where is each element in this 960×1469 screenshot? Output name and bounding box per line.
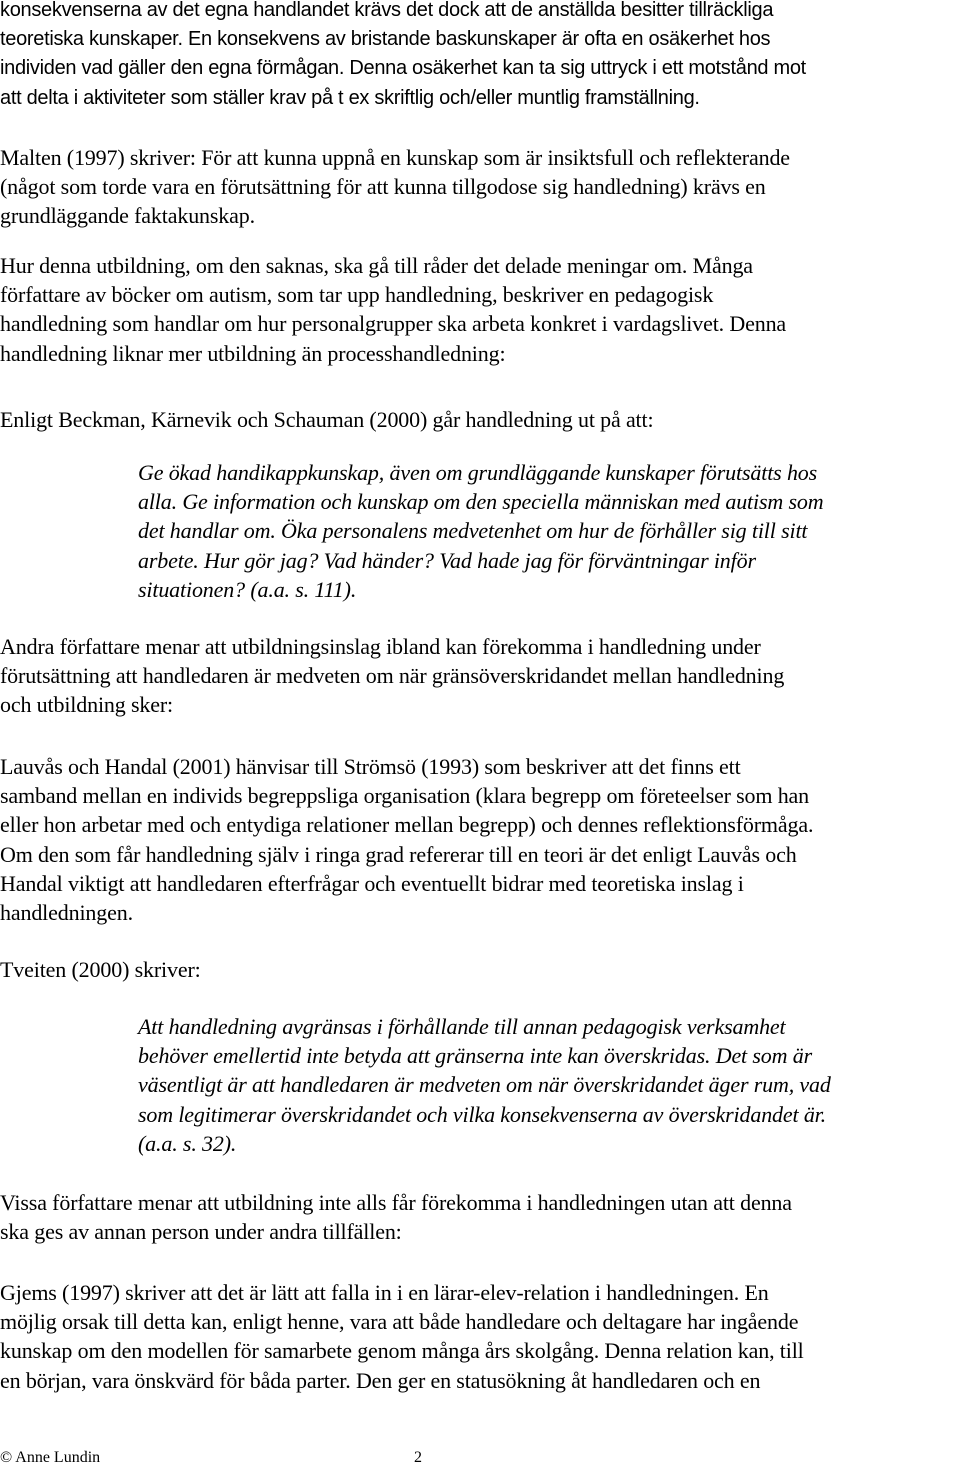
quote-line: situationen? (a.a. s. 111). xyxy=(138,576,357,602)
paragraph-beckman xyxy=(0,405,653,434)
paragraph-education-opinions xyxy=(0,251,786,368)
text-line: att delta i aktiviteter som ställer krav på t ex skriftlig och/eller muntlig framställning. xyxy=(0,86,700,109)
text-line: ska ges av annan person under andra tillfällen: xyxy=(0,1219,402,1245)
paragraph-lauvas-handal xyxy=(0,752,813,927)
quote-line: (a.a. s. 32). xyxy=(138,1130,237,1156)
text-line: (något som torde vara en förutsättning för att kunna tillgodose sig handledning) krävs en xyxy=(0,174,766,200)
quote-line: alla. Ge information och kunskap om den speciella människan med autism som xyxy=(138,489,824,515)
text-line: konsekvenserna av det egna handlandet krävs det dock att de anställda besitter tillräckliga xyxy=(0,0,774,21)
text-line: handledning liknar mer utbildning än processhandledning: xyxy=(0,340,506,366)
text-line: förutsättning att handledaren är medveten om när gränsöverskridandet mellan handledning xyxy=(0,663,785,689)
quote-line: Att handledning avgränsas i förhållande till annan pedagogisk verksamhet xyxy=(138,1014,786,1039)
text-line: handledningen. xyxy=(0,900,133,926)
text-line: Handal viktigt att handledaren efterfrågar och eventuellt bidrar med teoretiska inslag i xyxy=(0,870,744,896)
page-number: 2 xyxy=(414,1449,422,1466)
text-line: och utbildning sker: xyxy=(0,692,173,718)
text-line: författare av böcker om autism, som tar upp handledning, beskriver en pedagogisk xyxy=(0,282,714,308)
text-line: möjlig orsak till detta kan, enligt henne, vara att både handledare och deltagare har ingående xyxy=(0,1309,799,1335)
quote-line: väsentligt är att handledaren är medveten om när överskridandet äger rum, vad xyxy=(138,1072,831,1098)
paragraph-tveiten xyxy=(0,955,201,984)
quote-line: behöver emellertid inte betyda att gränserna inte kan överskridas. Det som är xyxy=(138,1043,812,1069)
block-quote-beckman xyxy=(138,458,823,604)
text-line: Tveiten (2000) skriver: xyxy=(0,957,201,982)
text-line: individen vad gäller den egna förmågan. Denna osäkerhet kan ta sig uttryck i ett motstånd mot xyxy=(0,57,806,80)
quote-line: det handlar om. Öka personalens medvetenhet om hur de förhåller sig till sitt xyxy=(138,518,808,544)
text-line: Gjems (1997) skriver att det är lätt att falla in i en lärar-elev-relation i handledningen. En xyxy=(0,1280,769,1305)
text-line: Om den som får handledning själv i ringa grad refererar till en teori är det enligt Lauvås och xyxy=(0,841,797,867)
quote-line: Ge ökad handikappkunskap, även om grundläggande kunskaper förutsätts hos xyxy=(138,460,818,485)
text-line: kunskap om den modellen för samarbete genom många års skolgång. Denna relation kan, till xyxy=(0,1338,804,1364)
footer-author: © Anne Lundin xyxy=(0,1449,101,1466)
text-line: teoretiska kunskaper. En konsekvens av bristande baskunskaper är ofta en osäkerhet hos xyxy=(0,28,771,51)
quote-line: som legitimerar överskridandet och vilka konsekvenserna av överskridandet är. xyxy=(138,1101,827,1127)
quote-line: arbete. Hur gör jag? Vad händer? Vad hade jag för förväntningar inför xyxy=(138,547,756,573)
text-line: Enligt Beckman, Kärnevik och Schauman (2000) går handledning ut på att: xyxy=(0,407,654,432)
text-line: Vissa författare menar att utbildning inte alls får förekomma i handledningen utan att denna xyxy=(0,1190,792,1215)
paragraph-malten xyxy=(0,143,790,231)
text-line: Andra författare menar att utbildningsinslag ibland kan förekomma i handledning under xyxy=(0,634,761,659)
text-line: grundläggande faktakunskap. xyxy=(0,203,255,229)
text-line: en början, vara önskvärd för båda parter. Den ger en statusökning åt handledaren och en xyxy=(0,1367,761,1393)
text-line: eller hon arbetar med och entydiga relationer mellan begrepp) och dennes reflektionsförmåga. xyxy=(0,812,814,838)
text-line: Hur denna utbildning, om den saknas, ska gå till råder det delade meningar om. Många xyxy=(0,253,753,278)
text-line: Lauvås och Handal (2001) hänvisar till Strömsö (1993) som beskriver att det finns ett xyxy=(0,754,741,779)
text-line: samband mellan en individs begreppsliga organisation (klara begrepp om företeelser som han xyxy=(0,783,810,809)
page-footer xyxy=(0,1449,960,1469)
paragraph-other-authors xyxy=(0,632,784,720)
paragraph-gjems xyxy=(0,1278,804,1395)
text-line: Malten (1997) skriver: För att kunna uppnå en kunskap som är insiktsfull och reflekterande xyxy=(0,145,790,170)
paragraph-vissa xyxy=(0,1188,792,1246)
paragraph-consequences xyxy=(0,0,806,113)
text-line: handledning som handlar om hur personalgrupper ska arbeta konkret i vardagslivet. Denna xyxy=(0,311,787,337)
block-quote-tveiten xyxy=(138,1012,831,1158)
